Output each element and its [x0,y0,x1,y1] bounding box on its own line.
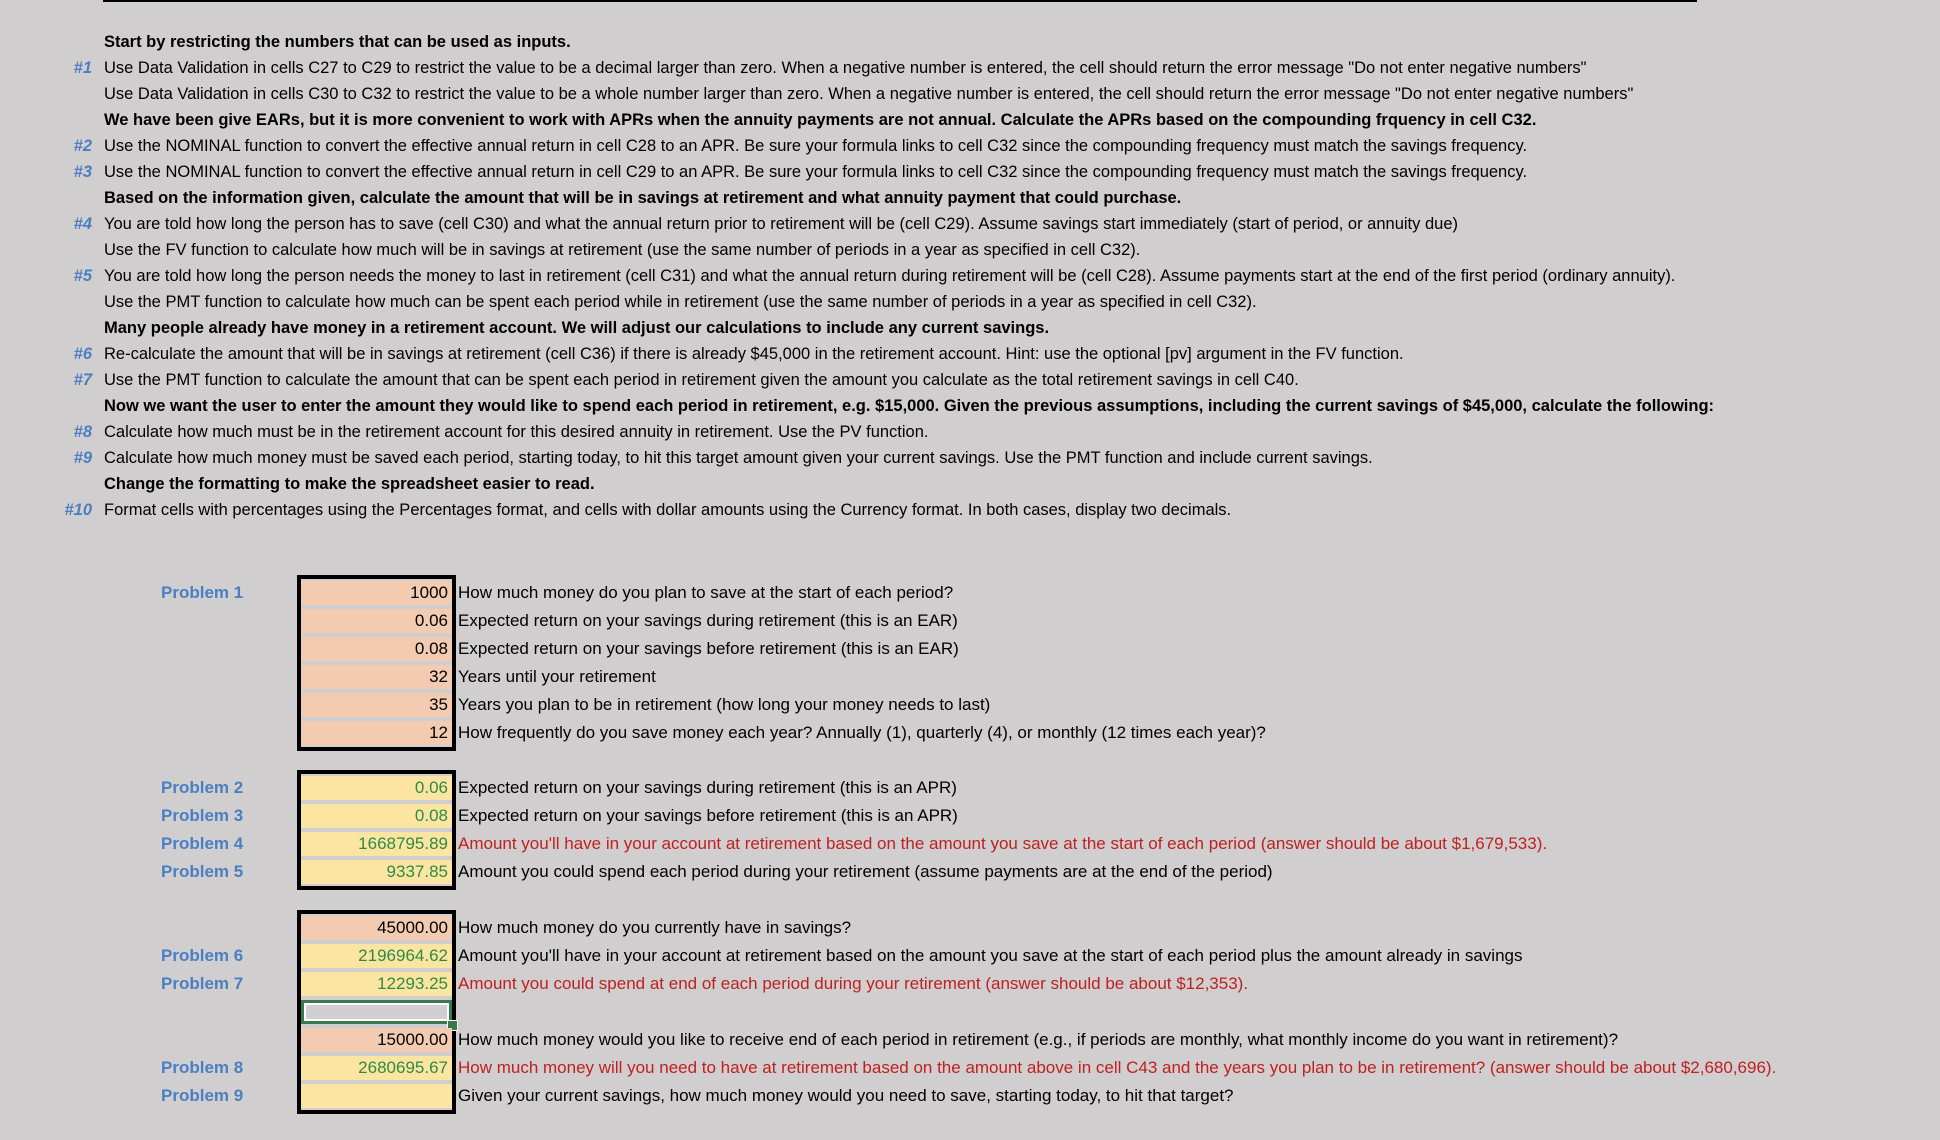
sheet-row [301,691,1940,719]
sheet-row [161,802,1940,830]
sheet-row [161,1054,1940,1082]
cell-description: How frequently do you save money each year? Annually (1), quarterly (4), or monthly (12 times each year)? [458,723,1266,742]
problem-label: Problem 3 [161,806,244,825]
value-cell[interactable]: 15000.00 [301,1028,452,1052]
cell-description: Amount you'll have in your account at retirement based on the amount you save at the start of each period plus the amount already in savings [458,946,1523,965]
value-cell[interactable] [301,1084,452,1108]
value-cell[interactable]: 0.08 [301,637,452,661]
instruction-number: #3 [73,163,92,181]
instruction-number: #4 [73,215,92,233]
instruction-text: Now we want the user to enter the amount they would like to spend each period in retirement, e.g. $15,000. Given the previous assumptions, including the current savings of $45,000, calculate the following: [104,397,1715,415]
value-cell[interactable]: 1668795.89 [301,832,452,856]
value-cell[interactable]: 0.06 [301,609,452,633]
cell-group-2 [161,770,1548,890]
value-cell[interactable]: 12 [301,721,452,745]
selected-cell[interactable] [301,1000,452,1024]
problem-label: Problem 8 [161,1058,244,1077]
instruction-text: You are told how long the person has to save (cell C30) and what the annual return prior to retirement will be (cell C29). Assume savings start immediately (start of period, or annuity due) [104,215,1458,233]
sheet-row [301,607,1940,635]
sheet-row [161,1082,1940,1110]
sheet-row [161,830,1940,858]
cell-description: How much money would you like to receive end of each period in retirement (e.g., if periods are monthly, what monthly income do you want in retirement)? [458,1030,1619,1049]
instruction-text: Format cells with percentages using the Percentages format, and cells with dollar amounts using the Currency format. In both cases, display two decimals. [104,501,1232,519]
instruction-text: Change the formatting to make the spreadsheet easier to read. [104,475,595,493]
instruction-text: Re-calculate the amount that will be in savings at retirement (cell C36) if there is already $45,000 in the retirement account. Hint: use the optional [pv] argument in the FV function. [104,345,1404,363]
instruction-text: Calculate how much must be in the retirement account for this desired annuity in retirement. Use the PV function. [104,423,929,441]
sheet-row [161,942,1940,970]
sheet-row [301,635,1940,663]
value-cell[interactable]: 45000.00 [301,916,452,940]
cell-description: How much money do you plan to save at the start of each period? [458,583,954,602]
cell-description: Expected return on your savings during retirement (this is an APR) [458,778,957,797]
instruction-number: #6 [73,345,92,363]
instruction-text: Calculate how much money must be saved each period, starting today, to hit this target amount given your current savings. Use the PMT function and include current savings. [104,449,1373,467]
value-cell[interactable]: 12293.25 [301,972,452,996]
instruction-text: We have been give EARs, but it is more convenient to work with APRs when the annuity payments are not annual. Calculate the APRs based on the compounding frquency in cell C32. [104,111,1537,129]
problem-label: Problem 9 [161,1086,244,1105]
sheet-row [161,579,1940,607]
sheet-row [301,1026,1940,1054]
instruction-number: #8 [73,423,92,441]
top-border-line [103,0,1697,2]
instruction-text: Use the PMT function to calculate how much can be spent each period while in retirement (use the same number of periods in a year as specified in cell C32). [104,293,1257,311]
instruction-text: Use the NOMINAL function to convert the effective annual return in cell C28 to an APR. Be sure your formula links to cell C32 since the compounding frequency must match the savings frequency. [104,137,1528,155]
instruction-number: #9 [73,449,92,467]
value-cell[interactable]: 9337.85 [301,860,452,884]
instruction-text: Many people already have money in a retirement account. We will adjust our calculations to include any current savings. [104,319,1050,337]
cell-description: Amount you'll have in your account at retirement based on the amount you save at the start of each period (answer should be about $1,679,533). [458,834,1548,853]
value-cell[interactable]: 0.08 [301,804,452,828]
sheet-row [301,914,1940,942]
cell-description: Years you plan to be in retirement (how long your money needs to last) [458,695,991,714]
instruction-number: #10 [64,501,92,519]
instruction-text: Start by restricting the numbers that can be used as inputs. [104,33,571,51]
problem-label: Problem 7 [161,974,244,993]
sheet-row [161,970,1940,998]
cell-description: Years until your retirement [458,667,656,686]
cell-description: Expected return on your savings before retirement (this is an EAR) [458,639,959,658]
instruction-text: Based on the information given, calculate the amount that will be in savings at retirement and what annuity payment that could purchase. [104,189,1182,207]
value-cell[interactable]: 35 [301,693,452,717]
problem-label: Problem 6 [161,946,244,965]
sheet-row [301,663,1940,691]
cell-description: Expected return on your savings during retirement (this is an EAR) [458,611,958,630]
instruction-text: Use the FV function to calculate how much will be in savings at retirement (use the same number of periods in a year as specified in cell C32). [104,241,1141,259]
cell-group-3 [161,910,1777,1114]
cell-group-1 [161,575,1266,751]
cell-description: Given your current savings, how much money would you need to save, starting today, to hit that target? [458,1086,1234,1105]
instruction-number: #2 [73,137,92,155]
value-cell[interactable]: 1000 [301,581,452,605]
cell-description: Amount you could spend at end of each period during your retirement (answer should be about $12,353). [458,974,1249,993]
sheet-row [301,719,1940,747]
cell-description: How much money will you need to have at retirement based on the amount above in cell C43 and the years you plan to be in retirement? (answer should be about $2,680,696). [458,1058,1777,1077]
sheet-row [161,774,1940,802]
value-cell[interactable]: 32 [301,665,452,689]
cell-description: Expected return on your savings before retirement (this is an APR) [458,806,958,825]
value-cell[interactable]: 2680695.67 [301,1056,452,1080]
problem-label: Problem 5 [161,862,244,881]
problem-label: Problem 2 [161,778,244,797]
instruction-text: Use the NOMINAL function to convert the effective annual return in cell C29 to an APR. Be sure your formula links to cell C32 since the compounding frequency must match the savings frequency. [104,163,1528,181]
instruction-number: #5 [73,267,92,285]
instruction-number: #7 [73,371,92,389]
instruction-text: Use Data Validation in cells C27 to C29 to restrict the value to be a decimal larger than zero. When a negative number is entered, the cell should return the error message "Do not enter negative numbers" [104,59,1587,77]
value-cell[interactable]: 2196964.62 [301,944,452,968]
instruction-text: Use the PMT function to calculate the amount that can be spent each period in retirement given the amount you calculate as the total retirement savings in cell C40. [104,371,1299,389]
problem-label: Problem 4 [161,834,244,853]
instruction-number: #1 [73,59,92,77]
problem-label: Problem 1 [161,583,244,602]
instruction-text: You are told how long the person needs the money to last in retirement (cell C31) and what the annual return during retirement will be (cell C28). Assume payments start at the end of the first period (ordinary annuity). [104,267,1676,285]
value-cell[interactable]: 0.06 [301,776,452,800]
sheet-row [301,998,1940,1026]
sheet-row [161,858,1940,886]
cell-description: How much money do you currently have in savings? [458,918,852,937]
instruction-text: Use Data Validation in cells C30 to C32 to restrict the value to be a whole number larger than zero. When a negative number is entered, the cell should return the error message "Do not enter negative numbers" [104,85,1634,103]
cell-description: Amount you could spend each period during your retirement (assume payments are at the end of the period) [458,862,1273,881]
